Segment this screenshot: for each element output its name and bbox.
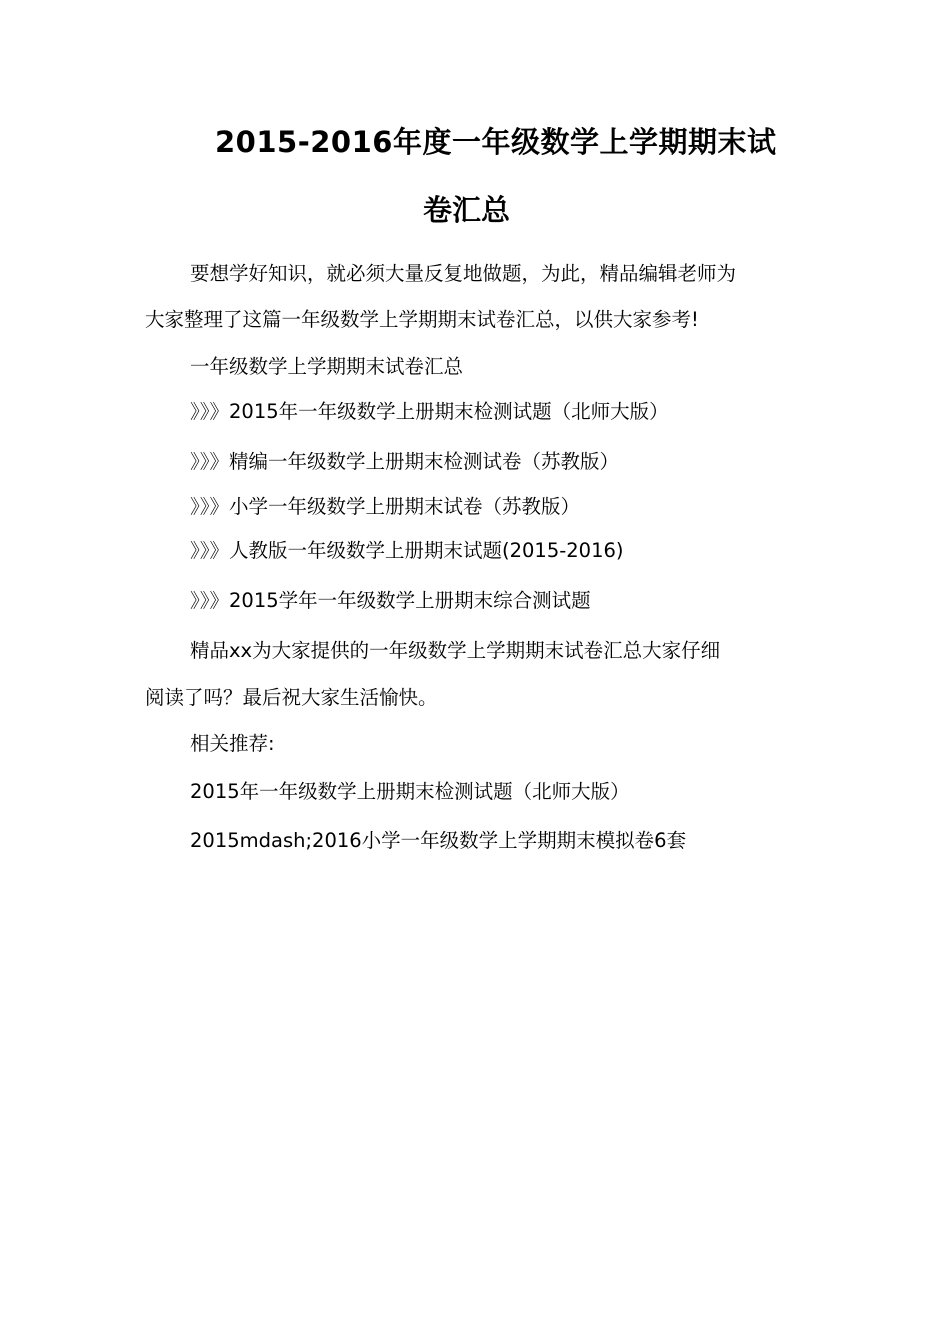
related-link-item[interactable]: 2015年一年级数学上册期末检测试题（北师大版） xyxy=(190,780,630,803)
section-heading: 一年级数学上学期期末试卷汇总 xyxy=(190,355,464,378)
intro-paragraph-line-2: 大家整理了这篇一年级数学上学期期末试卷汇总，以供大家参考! xyxy=(145,308,699,331)
document-title-line-2: 卷汇总 xyxy=(423,193,511,227)
exam-link-item[interactable]: 》》》人教版一年级数学上册期末试题(2015-2016) xyxy=(190,539,624,562)
related-label: 相关推荐: xyxy=(190,732,275,755)
exam-link-item[interactable]: 》》》2015学年一年级数学上册期末综合测试题 xyxy=(190,589,591,612)
related-link-item[interactable]: 2015mdash;2016小学一年级数学上学期期末模拟卷6套 xyxy=(190,829,687,852)
outro-paragraph-line-1: 精品xx为大家提供的一年级数学上学期期末试卷汇总大家仔细 xyxy=(190,639,721,662)
exam-link-item[interactable]: 》》》精编一年级数学上册期末检测试卷（苏教版） xyxy=(190,450,620,473)
exam-link-item[interactable]: 》》》小学一年级数学上册期末试卷（苏教版） xyxy=(190,495,581,518)
document-title-line-1: 2015-2016年度一年级数学上学期期末试 xyxy=(215,125,777,159)
intro-paragraph-line-1: 要想学好知识，就必须大量反复地做题，为此，精品编辑老师为 xyxy=(190,262,737,285)
outro-paragraph-line-2: 阅读了吗？最后祝大家生活愉快。 xyxy=(145,686,438,709)
exam-link-item[interactable]: 》》》2015年一年级数学上册期末检测试题（北师大版） xyxy=(190,400,669,423)
